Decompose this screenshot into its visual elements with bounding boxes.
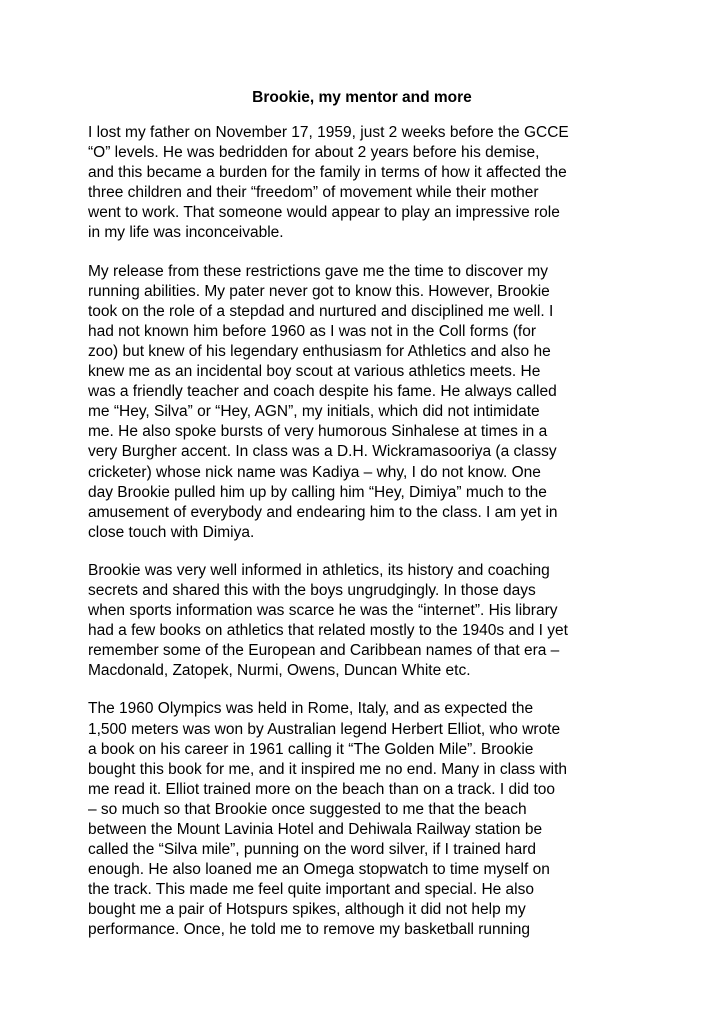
text-line: when sports information was scarce he was the “internet”. His library — [88, 602, 558, 620]
text-line: me. He also spoke bursts of very humorous Sinhalese at times in a — [88, 423, 548, 441]
text-line: had a few books on athletics that related mostly to the 1940s and I yet — [88, 622, 568, 640]
text-line: cricketer) whose nick name was Kadiya – why, I do not know. One — [88, 463, 541, 481]
document-title: Brookie, my mentor and more — [252, 89, 472, 106]
text-line: had not known him before 1960 as I was not in the Coll forms (for — [88, 322, 537, 340]
text-line: Macdonald, Zatopek, Nurmi, Owens, Duncan White etc. — [88, 662, 471, 680]
text-line: secrets and shared this with the boys ungrudgingly. In those days — [88, 581, 536, 599]
text-line: me read it. Elliot trained more on the beach than on a track. I did too — [88, 780, 555, 798]
text-line: amusement of everybody and endearing him to the class. I am yet in — [88, 503, 558, 521]
text-line: enough. He also loaned me an Omega stopwatch to time myself on — [88, 861, 550, 879]
text-line: very Burgher accent. In class was a D.H. Wickramasooriya (a classy — [88, 443, 557, 461]
text-line: a book on his career in 1961 calling it “The Golden Mile”. Brookie — [88, 740, 534, 758]
text-line: My release from these restrictions gave me the time to discover my — [88, 262, 548, 280]
text-line: between the Mount Lavinia Hotel and Dehiwala Railway station be — [88, 821, 543, 838]
text-line: day Brookie pulled him up by calling him “Hey, Dimiya” much to the — [88, 483, 547, 501]
text-line: went to work. That someone would appear to play an impressive role — [88, 204, 560, 222]
text-line: three children and their “freedom” of movement while their mother — [88, 184, 539, 202]
text-line: “O” levels. He was bedridden for about 2 years before his demise, — [88, 144, 540, 162]
text-line: was a friendly teacher and coach despite his fame. He always called — [88, 383, 557, 401]
text-line: Brookie was very well informed in athletics, its history and coaching — [88, 561, 550, 579]
text-line: called the “Silva mile”, punning on the word silver, if I trained hard — [88, 841, 537, 859]
paragraph — [88, 699, 648, 940]
text-line: took on the role of a stepdad and nurtured and disciplined me well. I — [88, 302, 554, 320]
text-line: 1,500 meters was won by Australian legend Herbert Elliot, who wrote — [88, 720, 561, 738]
paragraph — [88, 561, 648, 682]
text-line: close touch with Dimiya. — [88, 523, 255, 541]
text-line: and this became a burden for the family in terms of how it affected the — [88, 164, 567, 182]
text-line: I lost my father on November 17, 1959, just 2 weeks before the GCCE — [88, 124, 569, 141]
text-line: The 1960 Olympics was held in Rome, Italy, and as expected the — [88, 700, 534, 718]
document-body — [88, 123, 648, 959]
paragraph — [88, 123, 648, 244]
text-line: running abilities. My pater never got to know this. However, Brookie — [88, 282, 550, 300]
text-line: remember some of the European and Caribbean names of that era – — [88, 642, 560, 660]
text-line: me “Hey, Silva” or “Hey, AGN”, my initials, which did not intimidate — [88, 403, 540, 421]
text-line: zoo) but knew of his legendary enthusiasm for Athletics and also he — [88, 342, 551, 360]
text-line: bought me a pair of Hotspurs spikes, although it did not help my — [88, 901, 526, 919]
text-line: – so much so that Brookie once suggested to me that the beach — [88, 800, 527, 818]
text-line: bought this book for me, and it inspired me no end. Many in class with — [88, 760, 568, 778]
paragraph — [88, 262, 648, 543]
text-line: in my life was inconceivable. — [88, 224, 284, 242]
text-line: performance. Once, he told me to remove my basketball running — [88, 921, 530, 939]
text-line: the track. This made me feel quite important and special. He also — [88, 881, 534, 899]
text-line: knew me as an incidental boy scout at various athletics meets. He — [88, 363, 541, 381]
